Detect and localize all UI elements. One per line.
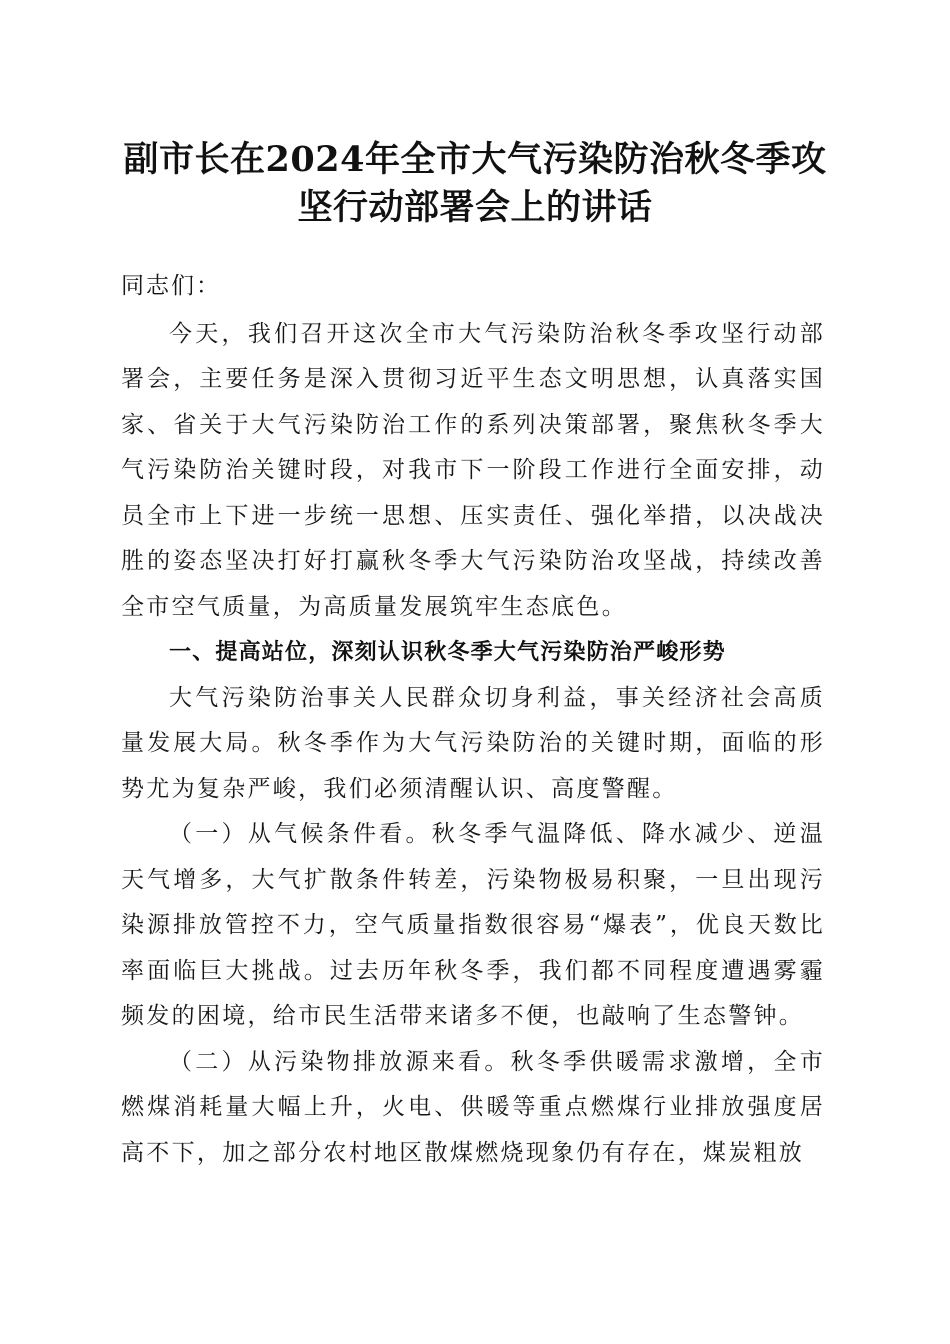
document-body — [121, 264, 825, 1176]
section-heading-1: 一、提高站位，深刻认识秋冬季大气污染防治严峻形势 — [169, 640, 726, 665]
title-line-2: 坚行动部署会上的讲话 — [297, 187, 653, 228]
document-title — [100, 136, 850, 232]
salutation: 同志们： — [121, 273, 221, 299]
paragraph-point-2: （二）从污染物排放源来看。秋冬季供暖需求激增，全市燃煤消耗量大幅上升，火电、供暖等重点燃煤行业排放强度居高不下，加之部分农村地区散煤燃烧现象仍有存在，煤炭粗放 — [121, 1048, 825, 1166]
paragraph-intro: 今天，我们召开这次全市大气污染防治秋冬季攻坚行动部署会，主要任务是深入贯彻习近平生态文明思想，认真落实国家、省关于大气污染防治工作的系列决策部署，聚焦秋冬季大气污染防治关键时段，对我市下一阶段工作进行全面安排，动员全市上下进一步统一思想、压实责任、强化举措，以决战决胜的姿态坚决打好打赢秋冬季大气污染防治攻坚战，持续改善全市空气质量，为高质量发展筑牢生态底色。 — [121, 320, 825, 620]
title-line-1: 副市长在2024年全市大气污染防治秋冬季攻 — [123, 139, 827, 180]
paragraph-point-1: （一）从气候条件看。秋冬季气温降低、降水减少、逆温天气增多，大气扩散条件转差，污染物极易积聚，一旦出现污染源排放管控不力，空气质量指数很容易“爆表”，优良天数比率面临巨大挑战。过去历年秋冬季，我们都不同程度遭遇雾霾频发的困境，给市民生活带来诸多不便，也敲响了生态警钟。 — [121, 821, 825, 1029]
paragraph-section1-intro: 大气污染防治事关人民群众切身利益，事关经济社会高质量发展大局。秋冬季作为大气污染防治的关键时期，面临的形势尤为复杂严峻，我们必须清醒认识、高度警醒。 — [121, 684, 825, 802]
